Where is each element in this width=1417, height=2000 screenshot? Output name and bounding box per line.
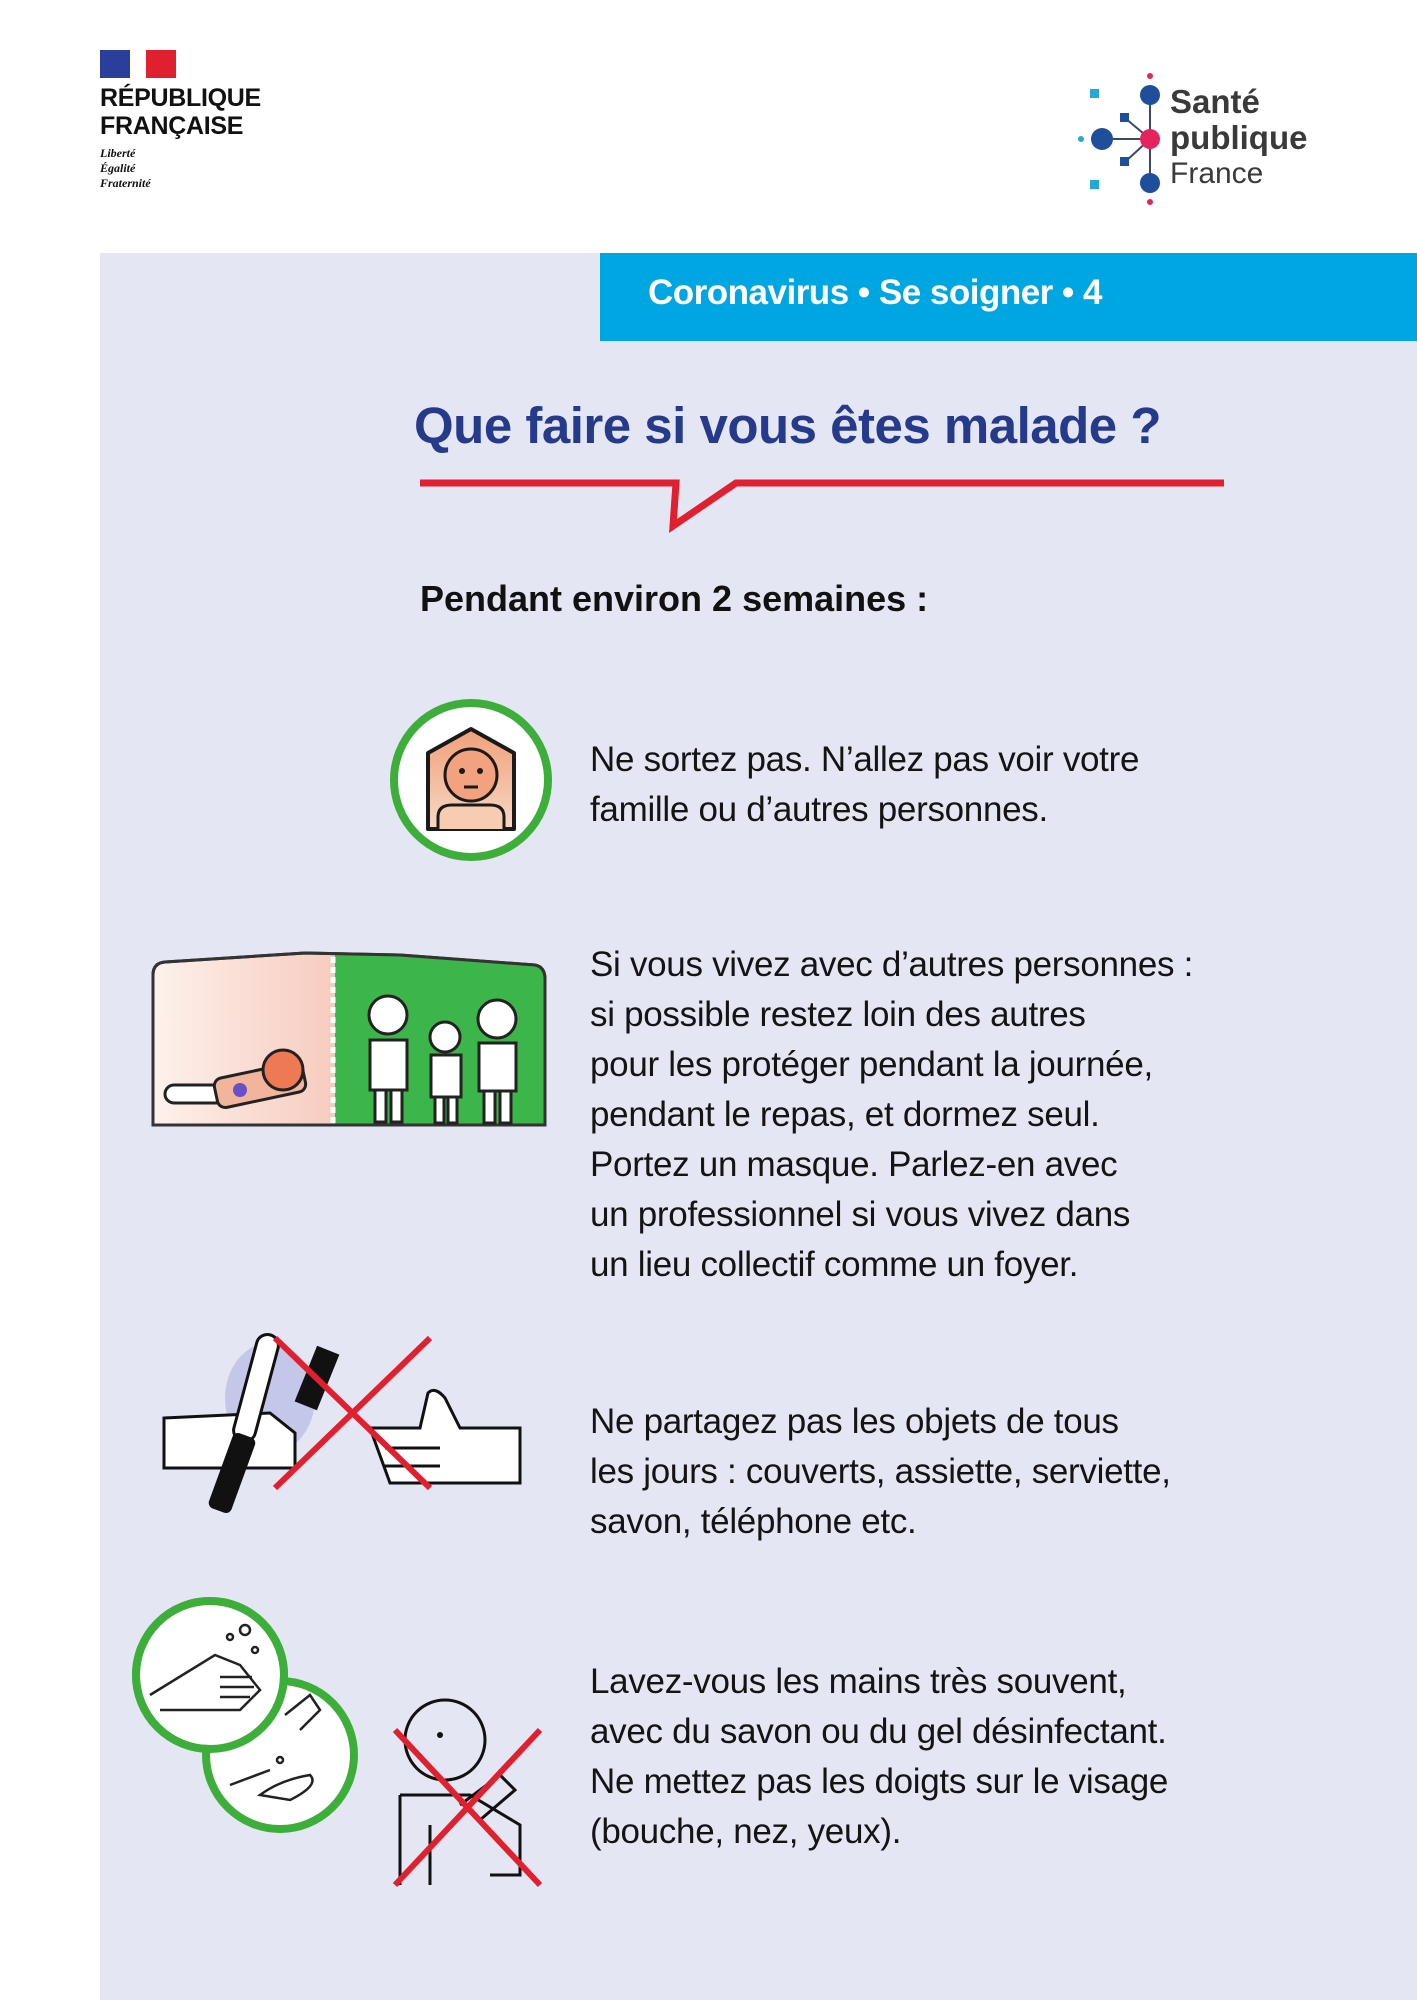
speech-underline-icon: [414, 470, 1244, 540]
advice-line: Ne mettez pas les doigts sur le visage: [590, 1762, 1169, 1801]
rf-motto-fraternite: Fraternité: [100, 176, 151, 190]
advice-line: Lavez-vous les mains très souvent,: [590, 1662, 1127, 1701]
advice-line: Portez un masque. Parlez-en avec: [590, 1145, 1118, 1184]
advice-line: les jours : couverts, assiette, serviette,: [590, 1452, 1171, 1491]
advice-line: famille ou d’autres personnes.: [590, 790, 1048, 829]
wash-hands-no-touch-face-icon: [120, 1595, 560, 1895]
advice-item-1: [590, 735, 1139, 835]
advice-item-3: [590, 1397, 1171, 1547]
rf-motto: [100, 146, 300, 191]
advice-item-2: [590, 940, 1193, 1290]
spf-name-line2: publique: [1170, 119, 1308, 156]
spf-name-line1: Santé: [1170, 83, 1260, 120]
isolate-from-family-icon: [145, 945, 550, 1130]
advice-line: Si vous vivez avec d’autres personnes :: [590, 945, 1194, 984]
advice-item-4: [590, 1657, 1168, 1857]
advice-line: un professionnel si vous vivez dans: [590, 1195, 1131, 1234]
section-banner: [600, 253, 1417, 341]
banner-text: Coronavirus • Se soigner • 4: [648, 273, 1102, 312]
spf-network-icon: [1070, 68, 1170, 218]
sante-publique-france-logo: [1070, 68, 1350, 218]
stay-home-icon: [386, 695, 556, 865]
advice-line: (bouche, nez, yeux).: [590, 1812, 902, 1851]
rf-motto-liberte: Liberté: [100, 146, 136, 160]
advice-line: pendant le repas, et dormez seul.: [590, 1095, 1100, 1134]
page-title: Que faire si vous êtes malade ?: [414, 397, 1161, 454]
advice-line: Ne sortez pas. N’allez pas voir votre: [590, 740, 1140, 779]
duration-subtitle: Pendant environ 2 semaines :: [420, 578, 929, 619]
rf-name-line2: FRANÇAISE: [100, 112, 244, 140]
rf-motto-egalite: Égalité: [100, 161, 136, 175]
advice-line: Ne partagez pas les objets de tous: [590, 1402, 1119, 1441]
french-flag-icon: [100, 50, 176, 78]
no-sharing-objects-icon: [160, 1318, 540, 1518]
advice-line: si possible restez loin des autres: [590, 995, 1086, 1034]
republique-francaise-logo: [100, 50, 300, 191]
advice-line: avec du savon ou du gel désinfectant.: [590, 1712, 1167, 1751]
rf-name-line1: RÉPUBLIQUE: [100, 84, 261, 112]
advice-line: un lieu collectif comme un foyer.: [590, 1245, 1079, 1284]
spf-name-line3: France: [1170, 157, 1264, 190]
advice-line: savon, téléphone etc.: [590, 1502, 917, 1541]
advice-line: pour les protéger pendant la journée,: [590, 1045, 1153, 1084]
